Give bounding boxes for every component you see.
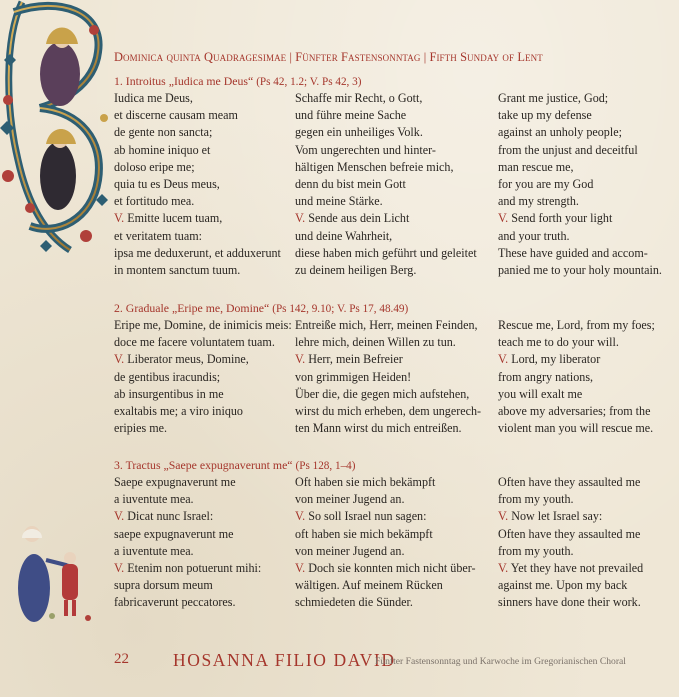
verse-text: and my strength. <box>498 194 579 209</box>
latin-column <box>114 474 290 612</box>
verse-text: eripies me. <box>114 421 168 436</box>
verse-line <box>114 526 290 543</box>
verse-line <box>295 369 495 386</box>
verse-line <box>498 508 673 525</box>
verse-line <box>295 159 495 176</box>
verse-line <box>498 124 673 141</box>
verse-text: von meiner Jugend an. <box>295 492 405 507</box>
verse-line <box>295 124 495 141</box>
versicle-marker: V. <box>114 211 125 226</box>
verse-line <box>498 210 673 227</box>
verse-line <box>498 262 673 279</box>
verse-text: So soll Israel nun sagen: <box>308 509 427 524</box>
english-column <box>498 317 673 437</box>
verse-line <box>498 386 673 403</box>
section-title <box>114 457 670 474</box>
verse-line <box>295 577 495 594</box>
verse-line <box>295 90 495 107</box>
verse-line <box>295 142 495 159</box>
verse-line <box>295 107 495 124</box>
latin-column <box>114 317 290 437</box>
section-title <box>114 73 670 90</box>
verse-line <box>295 594 495 611</box>
verse-line <box>295 491 495 508</box>
verse-text: doce me facere voluntatem tuam. <box>114 335 275 350</box>
verse-line <box>498 369 673 386</box>
verse-text: above my adversaries; from the <box>498 403 651 418</box>
verse-line <box>498 334 673 351</box>
verse-text: doloso eripe me; <box>114 159 195 174</box>
verse-line <box>498 526 673 543</box>
latin-column <box>114 90 290 279</box>
chant-name: 2. Graduale „Eripe me, Domine“ <box>114 301 270 315</box>
verse-text: et discerne causam meam <box>114 108 238 123</box>
english-column <box>498 90 673 279</box>
versicle-marker: V. <box>295 211 306 226</box>
verse-line <box>114 351 290 368</box>
verse-text: schmiedeten die Sünder. <box>295 595 413 610</box>
verse-line <box>295 386 495 403</box>
verse-line <box>498 474 673 491</box>
verse-text: Schaffe mir Recht, o Gott, <box>295 91 423 105</box>
verse-line <box>498 403 673 420</box>
verse-line <box>114 176 290 193</box>
illuminated-figures-icon <box>8 520 98 624</box>
verse-line <box>498 594 673 611</box>
verse-line <box>295 403 495 420</box>
verse-line <box>114 560 290 577</box>
verse-line <box>295 245 495 262</box>
verse-text: Emitte lucem tuam, <box>127 211 223 226</box>
verse-text: Grant me justice, God; <box>498 91 609 105</box>
verse-text: from my youth. <box>498 492 574 507</box>
german-column <box>295 474 495 612</box>
verse-text: Herr, mein Befreier <box>308 352 403 367</box>
verse-text: against an unholy people; <box>498 125 622 140</box>
german-column <box>295 90 495 279</box>
book-subtitle: Fünfter Fastensonntag und Karwoche im Gregorianischen Choral <box>375 656 626 667</box>
verse-line <box>295 334 495 351</box>
chant-name: 3. Tractus „Saepe expugnaverunt me“ <box>114 458 293 472</box>
verse-line <box>498 577 673 594</box>
verse-text: diese haben mich geführt und geleitet <box>295 245 477 260</box>
verse-text: in montem sanctum tuum. <box>114 262 241 277</box>
verse-text: gegen ein unheiliges Volk. <box>295 125 423 140</box>
page-header: Dominica quinta Quadragesimae | Fünfter Fastensonntag | Fifth Sunday of Lent <box>114 50 543 64</box>
versicle-marker: V. <box>114 352 125 367</box>
verse-text: Über die, die gegen mich aufstehen, <box>295 386 470 401</box>
verse-line <box>114 474 290 491</box>
verse-line <box>114 107 290 124</box>
verse-line <box>295 351 495 368</box>
chant-name: 1. Introitus „Iudica me Deus“ <box>114 74 254 88</box>
verse-line <box>498 142 673 159</box>
verse-line <box>114 210 290 227</box>
verse-line <box>295 210 495 227</box>
verse-line <box>498 491 673 508</box>
psalm-reference: (Ps 128, 1–4) <box>295 460 356 472</box>
section-title <box>114 300 670 317</box>
verse-text: a iuventute mea. <box>114 492 194 507</box>
verse-line <box>114 124 290 141</box>
verse-text: hältigen Menschen befreie mich, <box>295 159 454 174</box>
verse-text: Entreiße mich, Herr, meinen Feinden, <box>295 318 478 332</box>
verse-line <box>295 508 495 525</box>
verse-line <box>114 369 290 386</box>
verse-text: de gente non sancta; <box>114 125 213 140</box>
verse-text: Iudica me Deus, <box>114 91 193 105</box>
verse-text: exaltabis me; a viro iniquo <box>114 403 243 418</box>
verse-line <box>295 317 495 334</box>
verse-text: Often have they assaulted me <box>498 475 641 489</box>
verse-line <box>498 193 673 210</box>
verse-line <box>114 334 290 351</box>
verse-line <box>295 262 495 279</box>
verse-text: denn du bist mein Gott <box>295 176 406 191</box>
verse-text: Rescue me, Lord, from my foes; <box>498 318 655 332</box>
verse-line <box>114 142 290 159</box>
verse-text: supra dorsum meum <box>114 578 213 593</box>
verse-text: Often have they assaulted me <box>498 526 641 541</box>
verse-text: de gentibus iracundis; <box>114 369 221 384</box>
verse-text: against me. Upon my back <box>498 578 628 593</box>
page-number: 22 <box>114 651 129 667</box>
verse-line <box>295 543 495 560</box>
verse-line <box>498 90 673 107</box>
verse-text: ten Mann wirst du mich entreißen. <box>295 421 462 436</box>
verse-line <box>498 159 673 176</box>
verse-line <box>114 193 290 210</box>
verse-text: Lord, my liberator <box>511 352 601 367</box>
verse-text: Doch sie konnten mich nicht über- <box>308 560 476 575</box>
verse-line <box>114 245 290 262</box>
verse-text: fabricaverunt peccatores. <box>114 595 236 610</box>
verse-text: take up my defense <box>498 108 592 123</box>
verse-text: ipsa me deduxerunt, et adduxerunt <box>114 245 281 260</box>
verse-text: oft haben sie mich bekämpft <box>295 526 433 541</box>
verse-line <box>114 403 290 420</box>
verse-line <box>498 543 673 560</box>
versicle-marker: V. <box>498 509 509 524</box>
verse-text: from angry nations, <box>498 369 594 384</box>
verse-text: et fortitudo mea. <box>114 194 195 209</box>
versicle-marker: V. <box>498 560 509 575</box>
verse-text: Vom ungerechten und hinter- <box>295 142 436 157</box>
verse-line <box>498 351 673 368</box>
versicle-marker: V. <box>498 352 509 367</box>
verse-text: von meiner Jugend an. <box>295 543 405 558</box>
verse-text: wältigen. Auf meinem Rücken <box>295 578 443 593</box>
versicle-marker: V. <box>114 509 125 524</box>
verse-line <box>295 560 495 577</box>
verse-line <box>295 474 495 491</box>
verse-line <box>498 317 673 334</box>
verse-line <box>114 386 290 403</box>
versicle-marker: V. <box>295 560 306 575</box>
verse-line <box>114 90 290 107</box>
verse-text: and your truth. <box>498 228 570 243</box>
verse-line <box>498 228 673 245</box>
verse-line <box>295 228 495 245</box>
verse-line <box>295 176 495 193</box>
section-introitus <box>114 73 670 277</box>
verse-text: Yet they have not prevailed <box>510 560 644 575</box>
verse-line <box>114 543 290 560</box>
versicle-marker: V. <box>498 211 509 226</box>
verse-text: Eripe me, Domine, de inimicis meis: <box>114 318 292 332</box>
verse-text: Dicat nunc Israel: <box>127 509 214 524</box>
verse-text: und meine Stärke. <box>295 194 383 209</box>
verse-text: Saepe expugnaverunt me <box>114 475 236 489</box>
verse-text: from the unjust and deceitful <box>498 142 638 157</box>
verse-text: sinners have done their work. <box>498 595 641 610</box>
verse-text: quia tu es Deus meus, <box>114 176 220 191</box>
versicle-marker: V. <box>114 560 125 575</box>
verse-line <box>498 245 673 262</box>
verse-text: Liberator meus, Domine, <box>127 352 249 367</box>
verse-text: you will exalt me <box>498 386 583 401</box>
verse-line <box>498 107 673 124</box>
verse-line <box>114 594 290 611</box>
verse-text: von grimmigen Heiden! <box>295 369 412 384</box>
verse-text: violent man you will rescue me. <box>498 421 654 436</box>
psalm-reference: (Ps 142, 9.10; V. Ps 17, 48.49) <box>272 303 409 315</box>
verse-line <box>498 420 673 437</box>
illuminated-initial-icon <box>0 0 112 258</box>
english-column <box>498 474 673 612</box>
verse-line <box>114 159 290 176</box>
verse-text: from my youth. <box>498 543 574 558</box>
verse-line <box>114 491 290 508</box>
verse-text: saepe expugnaverunt me <box>114 526 234 541</box>
verse-line <box>114 228 290 245</box>
verse-text: ab insurgentibus in me <box>114 386 224 401</box>
verse-text: und deine Wahrheit, <box>295 228 393 243</box>
verse-line <box>498 560 673 577</box>
verse-line <box>498 176 673 193</box>
verse-text: lehre mich, deinen Willen zu tun. <box>295 335 456 350</box>
verse-text: Sende aus dein Licht <box>308 211 410 226</box>
verse-line <box>114 577 290 594</box>
section-tractus <box>114 457 670 610</box>
verse-text: Send forth your light <box>511 211 613 226</box>
verse-text: These have guided and accom- <box>498 245 648 260</box>
versicle-marker: V. <box>295 509 306 524</box>
versicle-marker: V. <box>295 352 306 367</box>
verse-text: Etenim non potuerunt mihi: <box>127 560 262 575</box>
verse-text: teach me to do your will. <box>498 335 619 350</box>
section-graduale <box>114 300 670 436</box>
verse-line <box>114 508 290 525</box>
verse-text: et veritatem tuam: <box>114 228 202 243</box>
verse-text: Now let Israel say: <box>511 509 603 524</box>
verse-line <box>295 526 495 543</box>
verse-line <box>295 193 495 210</box>
verse-line <box>295 420 495 437</box>
verse-text: panied me to your holy mountain. <box>498 262 662 277</box>
verse-text: Oft haben sie mich bekämpft <box>295 475 436 489</box>
verse-text: wirst du mich erheben, dem ungerech- <box>295 403 482 418</box>
psalm-reference: (Ps 42, 1.2; V. Ps 42, 3) <box>256 76 362 88</box>
verse-text: zu deinem heiligen Berg. <box>295 262 417 277</box>
verse-line <box>114 262 290 279</box>
verse-line <box>114 317 290 334</box>
verse-text: man rescue me, <box>498 159 574 174</box>
german-column <box>295 317 495 437</box>
verse-text: for you are my God <box>498 176 594 191</box>
verse-text: ab homine iniquo et <box>114 142 211 157</box>
verse-text: und führe meine Sache <box>295 108 407 123</box>
verse-line <box>114 420 290 437</box>
book-title: HOSANNA FILIO DAVID <box>173 650 396 670</box>
verse-text: a iuventute mea. <box>114 543 194 558</box>
